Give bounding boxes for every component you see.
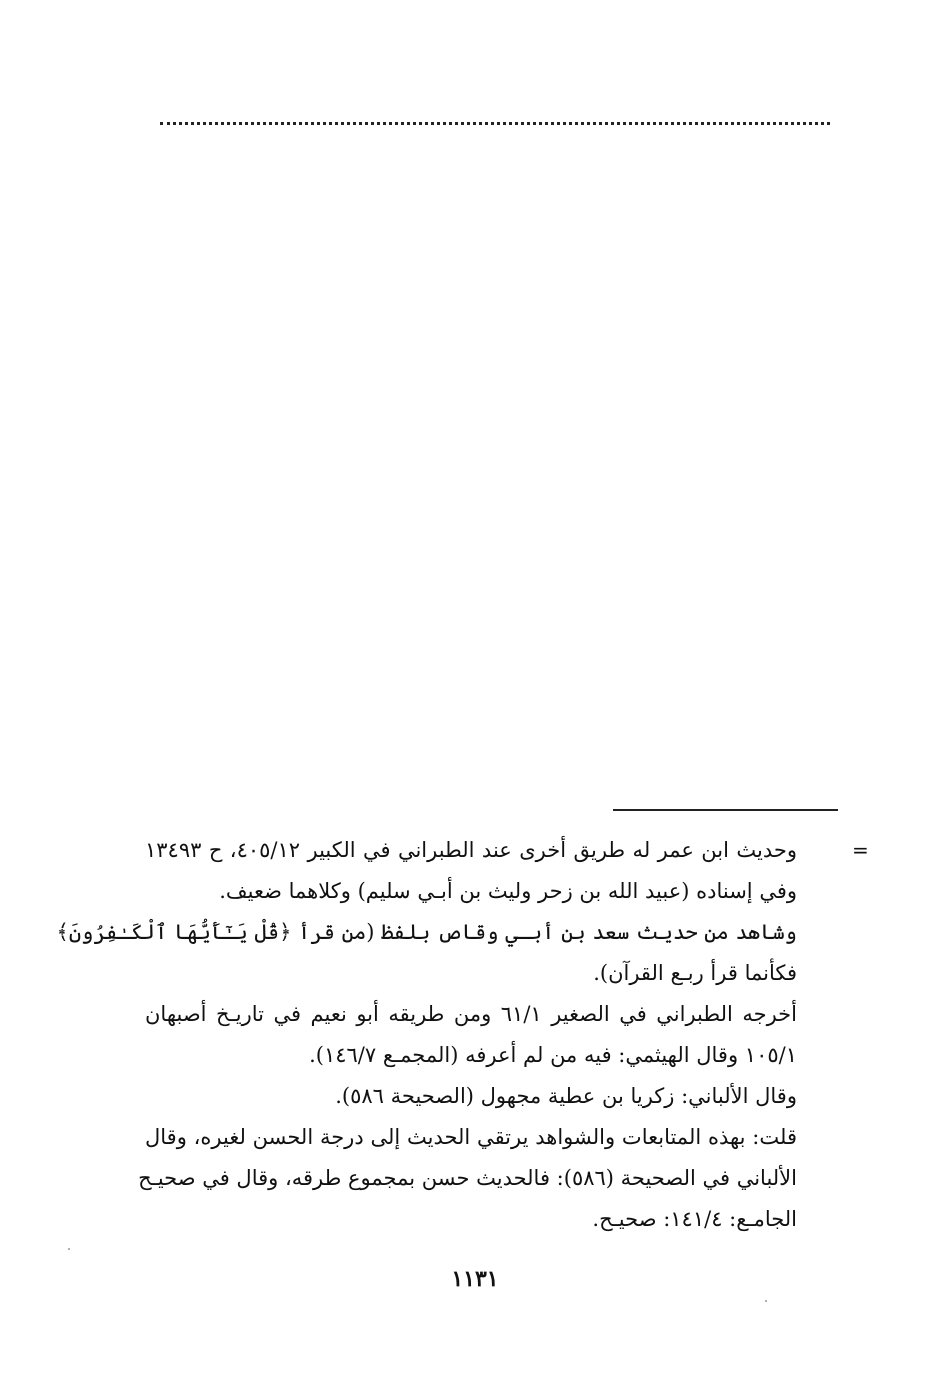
- footnote-continuation-mark: =: [852, 838, 869, 862]
- footnote-block: [56, 830, 797, 1240]
- footnote-line: أخرجه الطبراني في الصغير ٦١/١ ومن طريقه أبو نعيم في تاريـخ أصبهان: [145, 1002, 797, 1026]
- footnote-line: فكأنما قرأ ربـع القرآن).: [593, 961, 797, 985]
- footnote-line: وفي إسناده (عبيد الله بن زحر وليث بن أبـي سليم) وكلاهما ضعيف.: [219, 879, 797, 903]
- scan-speck: [68, 1248, 70, 1250]
- footnote-line: الألباني في الصحيحة (٥٨٦): فالحديث حسن بمجموع طرقه، وقال في صحيـح: [138, 1166, 797, 1190]
- scan-speck: [765, 1300, 767, 1302]
- footnote-line: وحديث ابن عمر له طريق أخرى عند الطبراني في الكبير ٤٠٥/١٢، ح ١٣٤٩٣: [145, 838, 797, 862]
- footnote-line: الجامـع: ١٤١/٤: صحيـح.: [592, 1207, 797, 1231]
- page-number: ١١٣١: [451, 1266, 499, 1292]
- section-end-dotted-rule: [160, 122, 830, 125]
- footnote-line: قلت: بهذه المتابعات والشواهد يرتقي الحديث إلى درجة الحسن لغيره، وقال: [145, 1125, 797, 1149]
- footnote-line: وشاهد من حديث سعد بن أبـي وقاص بلفظ (من قرأ ﴿قُلْ يَـٰٓأَيُّهَا ٱلْكَـٰفِرُونَ﴾: [56, 920, 797, 944]
- footnote-line: ١٠٥/١ وقال الهيثمي: فيه من لم أعرفه (المجمـع ١٤٦/٧).: [309, 1043, 797, 1067]
- footnote-separator-rule: [613, 809, 838, 811]
- footnote-line: وقال الألباني: زكريا بن عطية مجهول (الصحيحة ٥٨٦).: [335, 1084, 797, 1108]
